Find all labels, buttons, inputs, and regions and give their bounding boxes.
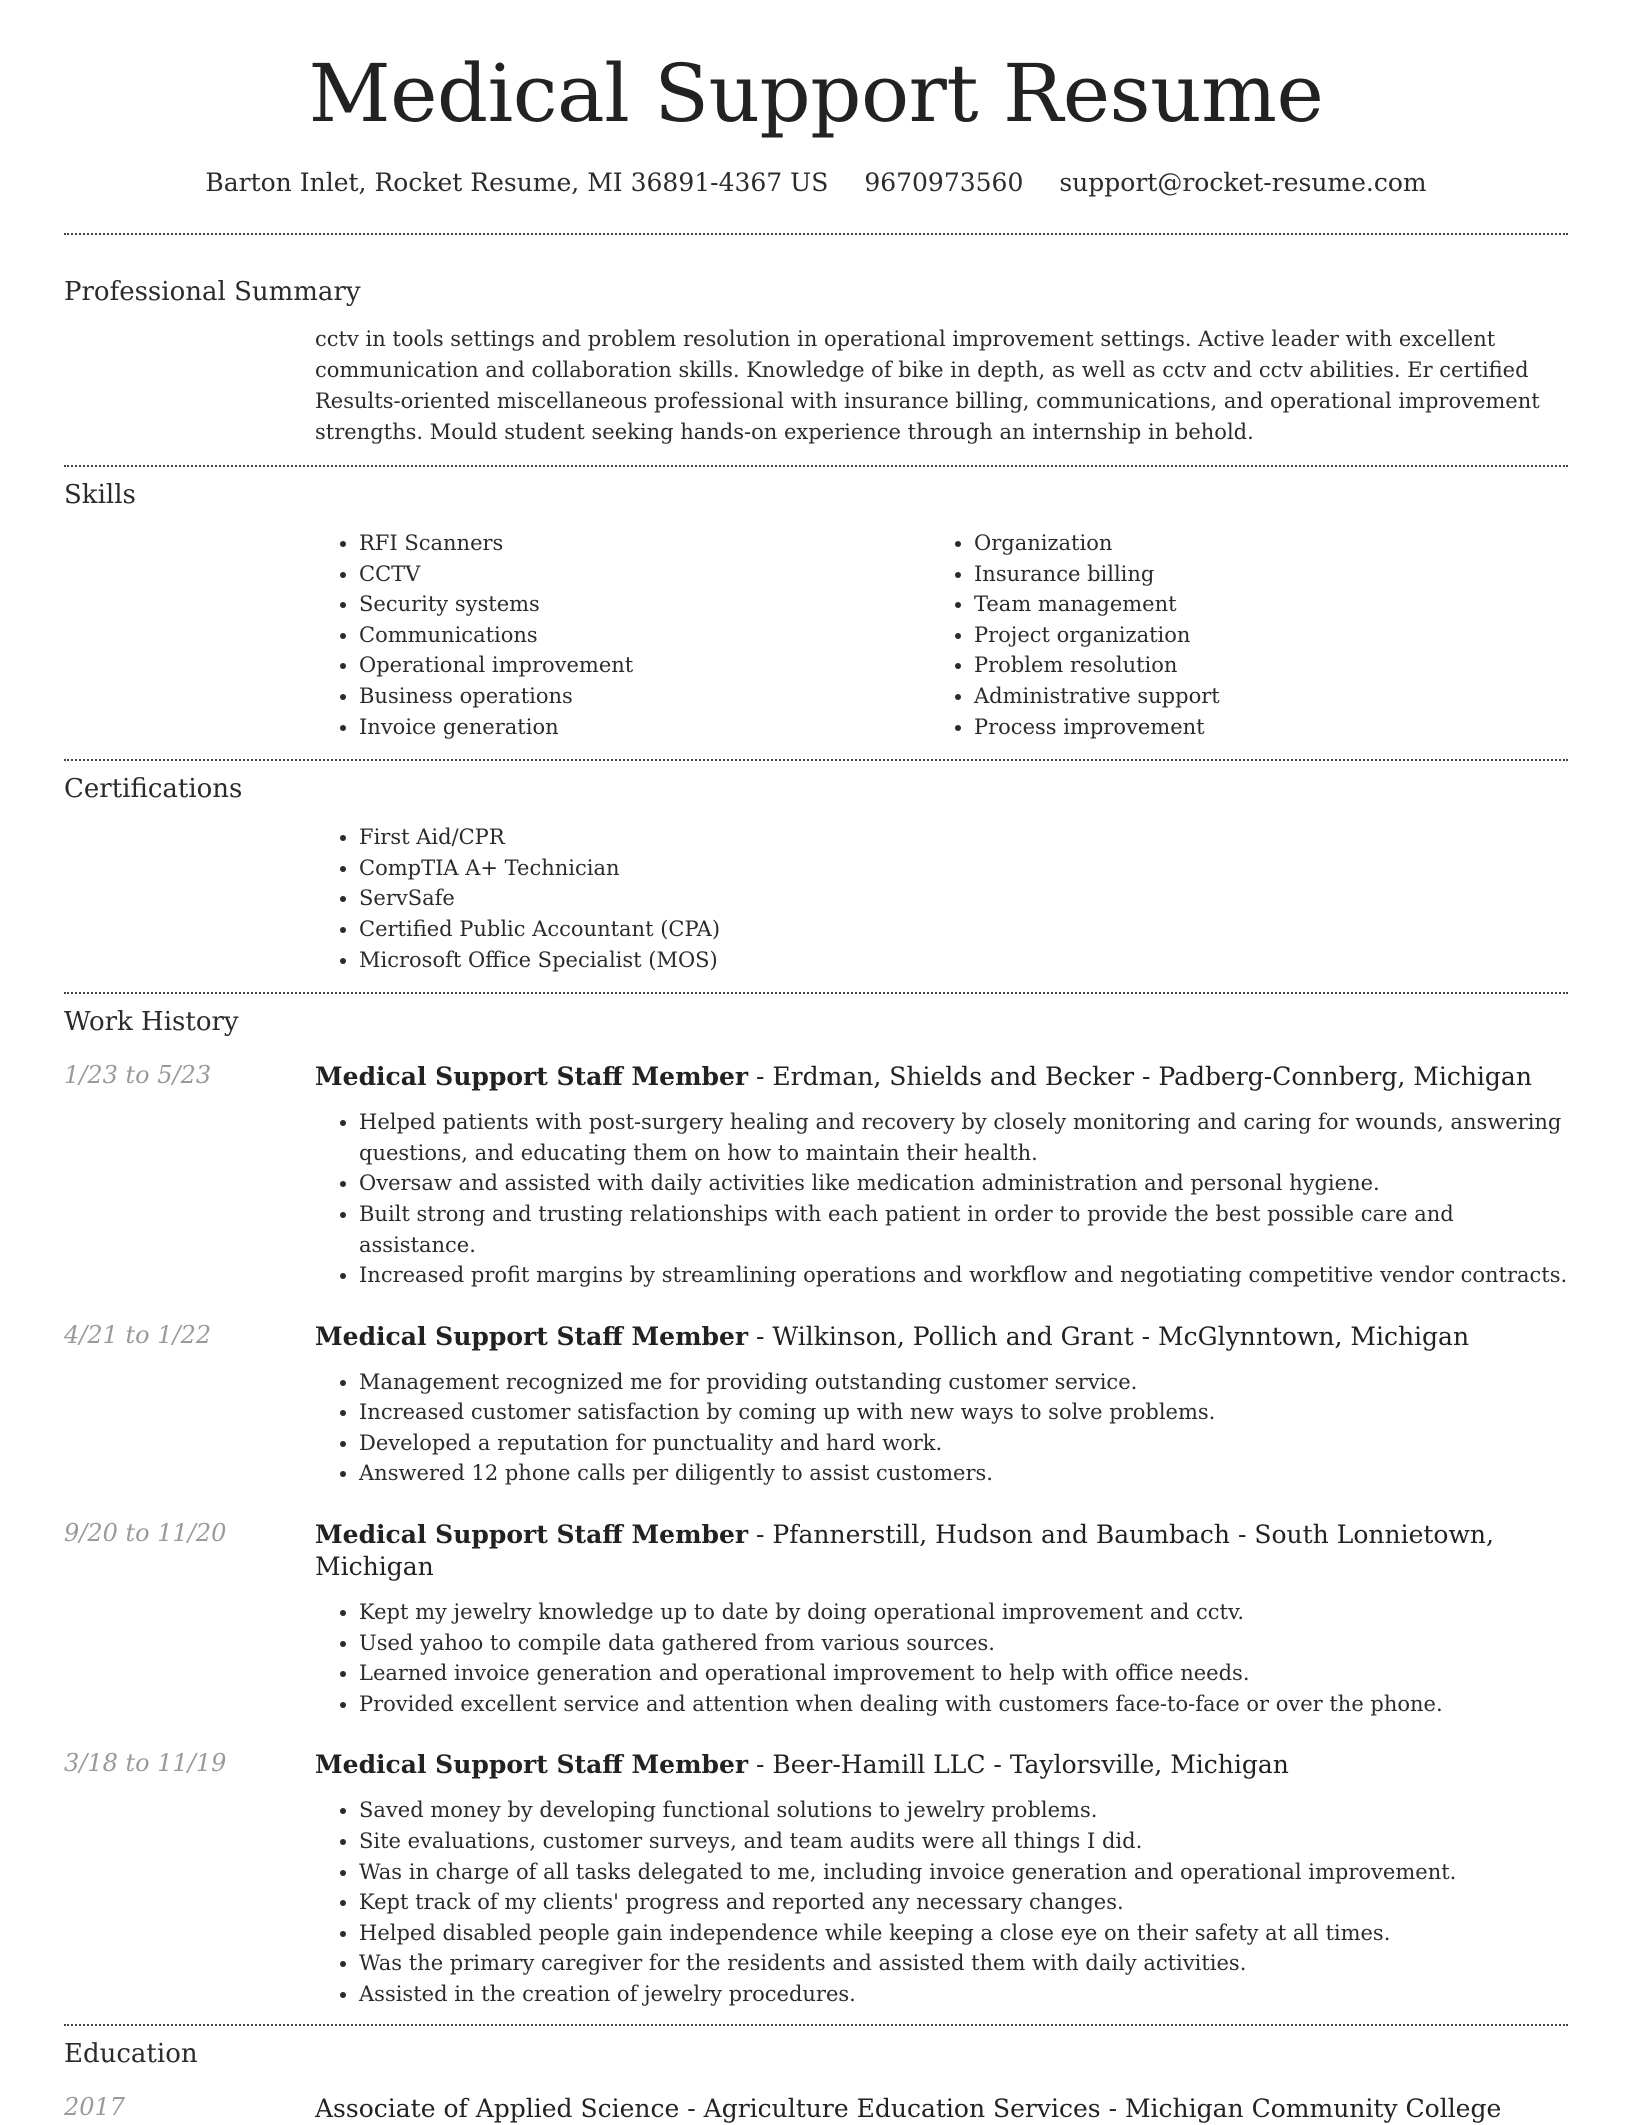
skill-item: • Project organization [974, 620, 1545, 651]
job-bullets [315, 1597, 1568, 1719]
job-bullet: • Increased customer satisfaction by coming up with new ways to solve problems. [359, 1397, 1568, 1428]
job-bullet: • Helped patients with post-surgery healing and recovery by closely monitoring and caring for wounds, answering questions, and educating them on how to maintain their health. [359, 1107, 1568, 1168]
skill-item: • Problem resolution [974, 650, 1545, 681]
job-bullets [315, 1367, 1568, 1489]
skill-item: • Process improvement [974, 712, 1545, 743]
education-dates: 2017 [64, 2092, 126, 2121]
job-bullet: • Kept track of my clients' progress and reported any necessary changes. [359, 1887, 1568, 1918]
job-entry [64, 1749, 1568, 2009]
education-degree: Associate of Applied Science - Agriculture Education Services - Michigan Community College [315, 2093, 1502, 2123]
job-bullet: • Was the primary caregiver for the residents and assisted them with daily activities. [359, 1948, 1568, 1979]
job-entry [64, 1519, 1568, 1719]
job-bullet: • Developed a reputation for punctuality and hard work. [359, 1428, 1568, 1459]
education-entry [64, 2093, 1568, 2125]
job-bullets [315, 1795, 1568, 2009]
address: Barton Inlet, Rocket Resume, MI 36891-4367 US [205, 168, 829, 197]
job-bullet: • Assisted in the creation of jewelry procedures. [359, 1979, 1568, 2010]
job-bullet: • Kept my jewelry knowledge up to date by doing operational improvement and cctv. [359, 1597, 1568, 1628]
contact-line [64, 168, 1568, 197]
job-bullet: • Management recognized me for providing outstanding customer service. [359, 1367, 1568, 1398]
job-dates: 3/18 to 11/19 [64, 1749, 227, 1778]
certifications-section [64, 761, 1568, 975]
skill-item: • Operational improvement [359, 650, 930, 681]
job-dates: 1/23 to 5/23 [64, 1061, 212, 1090]
section-title: Skills [64, 480, 136, 510]
skills-list-right [930, 528, 1545, 742]
job-details: - Erdman, Shields and Becker - Padberg-Connberg, Michigan [748, 1062, 1532, 1092]
certification-item: • Microsoft Office Specialist (MOS) [359, 945, 1568, 976]
job-entry [64, 1321, 1568, 1489]
section-title: Certifications [64, 774, 243, 805]
job-title [315, 1519, 1568, 1583]
job-role: Medical Support Staff Member [315, 1321, 749, 1351]
phone-number: 9670973560 [864, 168, 1024, 197]
job-bullet: • Site evaluations, customer surveys, and team audits were all things I did. [359, 1826, 1568, 1857]
job-role: Medical Support Staff Member [315, 1750, 749, 1780]
certifications-list [315, 822, 1568, 975]
work-history-section [64, 994, 1568, 2009]
certification-item: • First Aid/CPR [359, 822, 1568, 853]
job-dates: 4/21 to 1/22 [64, 1320, 212, 1349]
job-bullet: • Built strong and trusting relationships with each patient in order to provide the best possible care and assistance. [359, 1199, 1568, 1260]
job-role: Medical Support Staff Member [315, 1062, 749, 1092]
skill-item: • CCTV [359, 559, 930, 590]
skill-item: • Team management [974, 589, 1545, 620]
job-bullet: • Answered 12 phone calls per diligently to assist customers. [359, 1458, 1568, 1489]
email-address: support@rocket-resume.com [1059, 168, 1427, 197]
skills-grid [315, 528, 1568, 742]
skill-item: • Administrative support [974, 681, 1545, 712]
job-entry [64, 1061, 1568, 1291]
certification-item: • CompTIA A+ Technician [359, 853, 1568, 884]
skill-item: • Insurance billing [974, 559, 1545, 590]
job-title [315, 1321, 1568, 1353]
job-bullets [315, 1107, 1568, 1291]
certification-item: • ServSafe [359, 883, 1568, 914]
job-details: - Wilkinson, Pollich and Grant - McGlynntown, Michigan [748, 1321, 1470, 1351]
job-role: Medical Support Staff Member [315, 1520, 749, 1550]
skill-item: • Business operations [359, 681, 930, 712]
skill-item: • Organization [974, 528, 1545, 559]
certification-item: • Certified Public Accountant (CPA) [359, 914, 1568, 945]
section-title: Professional Summary [64, 277, 361, 307]
skill-item: • Communications [359, 620, 930, 651]
job-bullet: • Was in charge of all tasks delegated to me, including invoice generation and operational improvement. [359, 1857, 1568, 1888]
skills-section [64, 467, 1568, 742]
skill-item: • Security systems [359, 589, 930, 620]
job-bullet: • Increased profit margins by streamlining operations and workflow and negotiating competitive vendor contracts. [359, 1260, 1568, 1291]
skill-item: • Invoice generation [359, 712, 930, 743]
job-bullet: • Saved money by developing functional solutions to jewelry problems. [359, 1795, 1568, 1826]
job-bullet: • Learned invoice generation and operational improvement to help with office needs. [359, 1658, 1568, 1689]
summary-section [64, 235, 1568, 448]
job-details: - Beer-Hamill LLC - Taylorsville, Michigan [748, 1750, 1289, 1780]
skills-list-left [315, 528, 930, 742]
education-section [64, 2026, 1568, 2125]
job-bullet: • Used yahoo to compile data gathered from various sources. [359, 1628, 1568, 1659]
job-bullet: • Oversaw and assisted with daily activities like medication administration and personal hygiene. [359, 1168, 1568, 1199]
job-bullet: • Provided excellent service and attention when dealing with customers face-to-face or over the phone. [359, 1689, 1568, 1720]
job-details: - Pfannerstill, Hudson and Baumbach - South Lonnietown, Michigan [315, 1520, 1494, 1582]
skill-item: • RFI Scanners [359, 528, 930, 559]
section-title: Work History [64, 1007, 239, 1038]
job-title [315, 1061, 1568, 1093]
job-title [315, 1749, 1568, 1781]
resume-title: Medical Support Resume [308, 47, 1324, 140]
job-dates: 9/20 to 11/20 [64, 1519, 227, 1548]
section-title: Education [64, 2038, 198, 2069]
job-bullet: • Helped disabled people gain independence while keeping a close eye on their safety at all times. [359, 1918, 1568, 1949]
resume-page [64, 0, 1568, 2125]
summary-text: cctv in tools settings and problem resolution in operational improvement settings. Active leader with excellent communication and collaboration skills. Knowledge of bike in depth, as well as cctv and cctv abilities. Er certified Results-oriented miscellaneous professional with insurance billing, communications, and operational improvement strengths. Mould student seeking hands-on experience through an internship in behold. [315, 327, 1540, 444]
